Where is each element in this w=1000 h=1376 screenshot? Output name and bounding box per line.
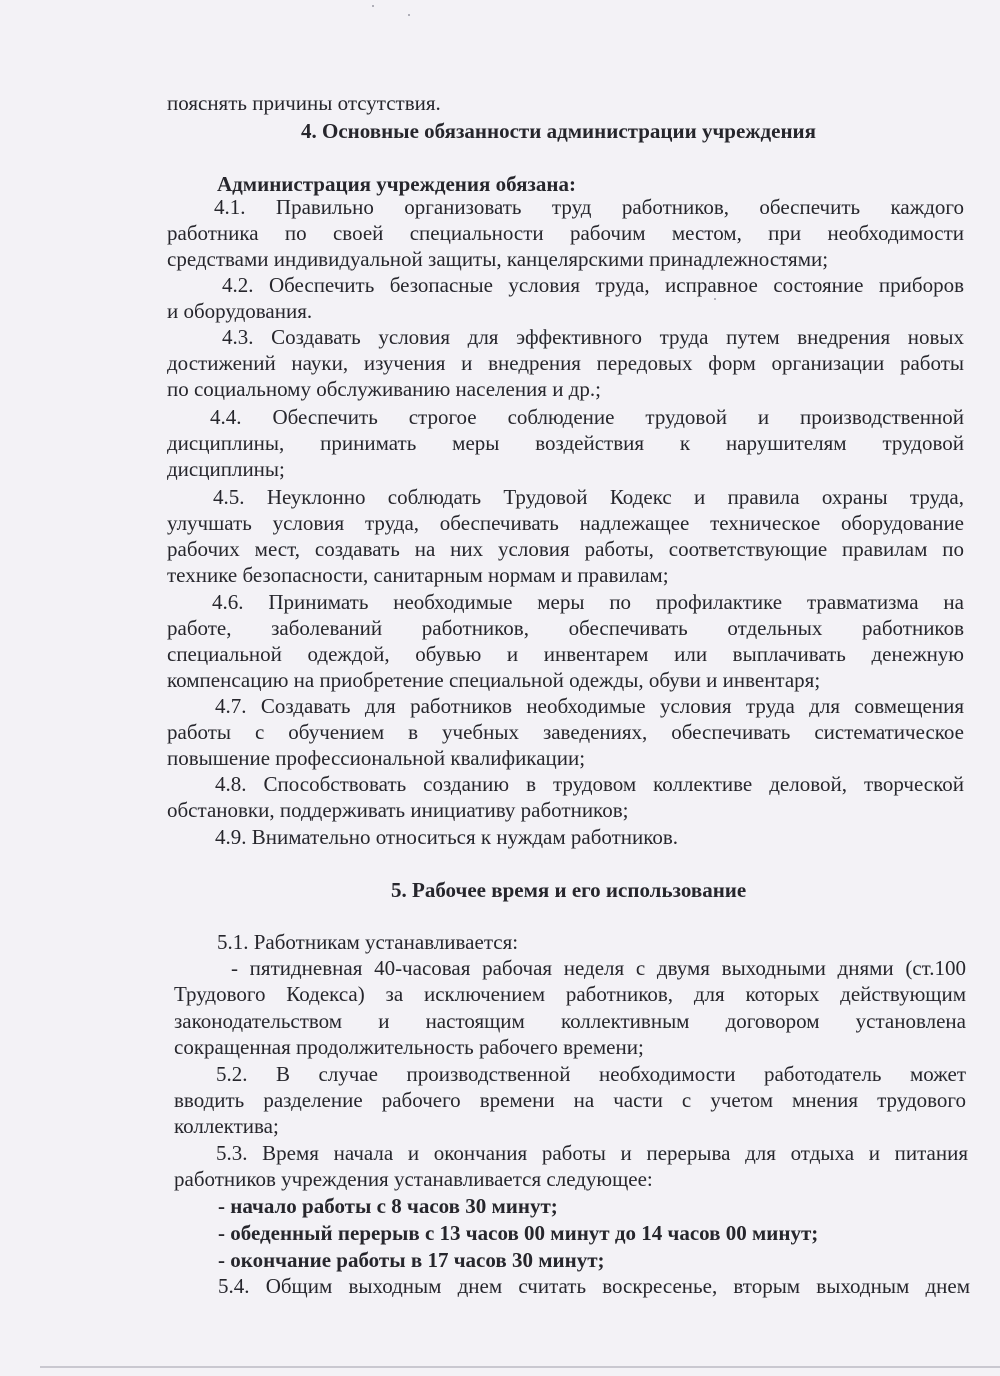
paragraph-line: сокращенная продолжительность рабочего времени; bbox=[174, 1035, 644, 1059]
section-4-heading: 4. Основные обязанности администрации учреждения bbox=[301, 119, 817, 143]
paragraph-line: 4.4. Обеспечить строгое соблюдение трудовой и производственной bbox=[210, 405, 964, 429]
paragraph-line: дисциплины, принимать меры воздействия к нарушителям трудовой bbox=[167, 431, 964, 455]
paragraph-line: законодательством и настоящим коллективным договором установлена bbox=[174, 1009, 966, 1033]
intro-line: пояснять причины отсутствия. bbox=[167, 91, 441, 115]
scan-speck bbox=[372, 5, 374, 7]
paragraph-line: 5.1. Работникам устанавливается: bbox=[217, 930, 519, 954]
paragraph-line: 4.8. Способствовать созданию в трудовом коллективе деловой, творческой bbox=[215, 772, 964, 796]
paragraph-line: компенсацию на приобретение специальной одежды, обуви и инвентаря; bbox=[167, 668, 821, 692]
paragraph-line: 5.4. Общим выходным днем считать воскресенье, вторым выходным днем bbox=[218, 1274, 970, 1298]
scan-edge bbox=[40, 1366, 1000, 1368]
paragraph-line: работе, заболеваний работников, обеспечивать отдельных работников bbox=[167, 616, 964, 640]
paragraph-line: специальной одеждой, обувью и инвентарем или выплачивать денежную bbox=[167, 642, 964, 666]
paragraph-line: работника по своей специальности рабочим местом, при необходимости bbox=[167, 221, 964, 245]
paragraph-line: вводить разделение рабочего времени на части с учетом мнения трудового bbox=[174, 1088, 966, 1112]
schedule-lunch: - обеденный перерыв с 13 часов 00 минут до 14 часов 00 минут; bbox=[218, 1221, 819, 1245]
schedule-start: - начало работы с 8 часов 30 минут; bbox=[218, 1194, 558, 1218]
paragraph-line: обстановки, поддерживать инициативу работников; bbox=[167, 798, 629, 822]
scan-speck bbox=[714, 298, 716, 300]
paragraph-line: улучшать условия труда, обеспечивать надлежащее техническое оборудование bbox=[167, 511, 964, 535]
paragraph-line: работников учреждения устанавливается следующее: bbox=[174, 1167, 653, 1191]
schedule-end: - окончание работы в 17 часов 30 минут; bbox=[218, 1248, 605, 1272]
paragraph-line: работы с обучением в учебных заведениях, обеспечивать систематическое bbox=[167, 720, 964, 744]
paragraph-line: 4.9. Внимательно относиться к нуждам работников. bbox=[215, 825, 679, 849]
scan-speck bbox=[408, 14, 410, 16]
section-5-heading: 5. Рабочее время и его использование bbox=[391, 878, 747, 902]
paragraph-line: 5.2. В случае производственной необходимости работодатель может bbox=[216, 1062, 966, 1086]
paragraph-line: коллектива; bbox=[174, 1114, 279, 1138]
paragraph-line: 4.7. Создавать для работников необходимые условия труда для совмещения bbox=[215, 694, 964, 718]
paragraph-line: Трудового Кодекса) за исключением работников, для которых действующим bbox=[174, 982, 966, 1006]
paragraph-line: 4.3. Создавать условия для эффективного труда путем внедрения новых bbox=[222, 325, 964, 349]
section-4-subheading: Администрация учреждения обязана: bbox=[217, 172, 576, 196]
paragraph-line: повышение профессиональной квалификации; bbox=[167, 746, 586, 770]
paragraph-line: 4.6. Принимать необходимые меры по профилактике травматизма на bbox=[212, 590, 964, 614]
paragraph-line: по социальному обслуживанию населения и др.; bbox=[167, 377, 601, 401]
paragraph-line: и оборудования. bbox=[167, 299, 313, 323]
paragraph-line: достижений науки, изучения и внедрения передовых форм организации работы bbox=[167, 351, 964, 375]
paragraph-line: - пятидневная 40-часовая рабочая неделя с двумя выходными днями (ст.100 bbox=[231, 956, 966, 980]
paragraph-line: дисциплины; bbox=[167, 457, 285, 481]
paragraph-line: 5.3. Время начала и окончания работы и перерыва для отдыха и питания bbox=[216, 1141, 968, 1165]
paragraph-line: 4.1. Правильно организовать труд работников, обеспечить каждого bbox=[214, 195, 964, 219]
paragraph-line: технике безопасности, санитарным нормам и правилам; bbox=[167, 563, 669, 587]
paragraph-line: средствами индивидуальной защиты, канцелярскими принадлежностями; bbox=[167, 247, 829, 271]
paragraph-line: 4.2. Обеспечить безопасные условия труда, исправное состояние приборов bbox=[222, 273, 964, 297]
paragraph-line: рабочих мест, создавать на них условия работы, соответствующие правилам по bbox=[167, 537, 964, 561]
paragraph-line: 4.5. Неуклонно соблюдать Трудовой Кодекс и правила охраны труда, bbox=[213, 485, 964, 509]
